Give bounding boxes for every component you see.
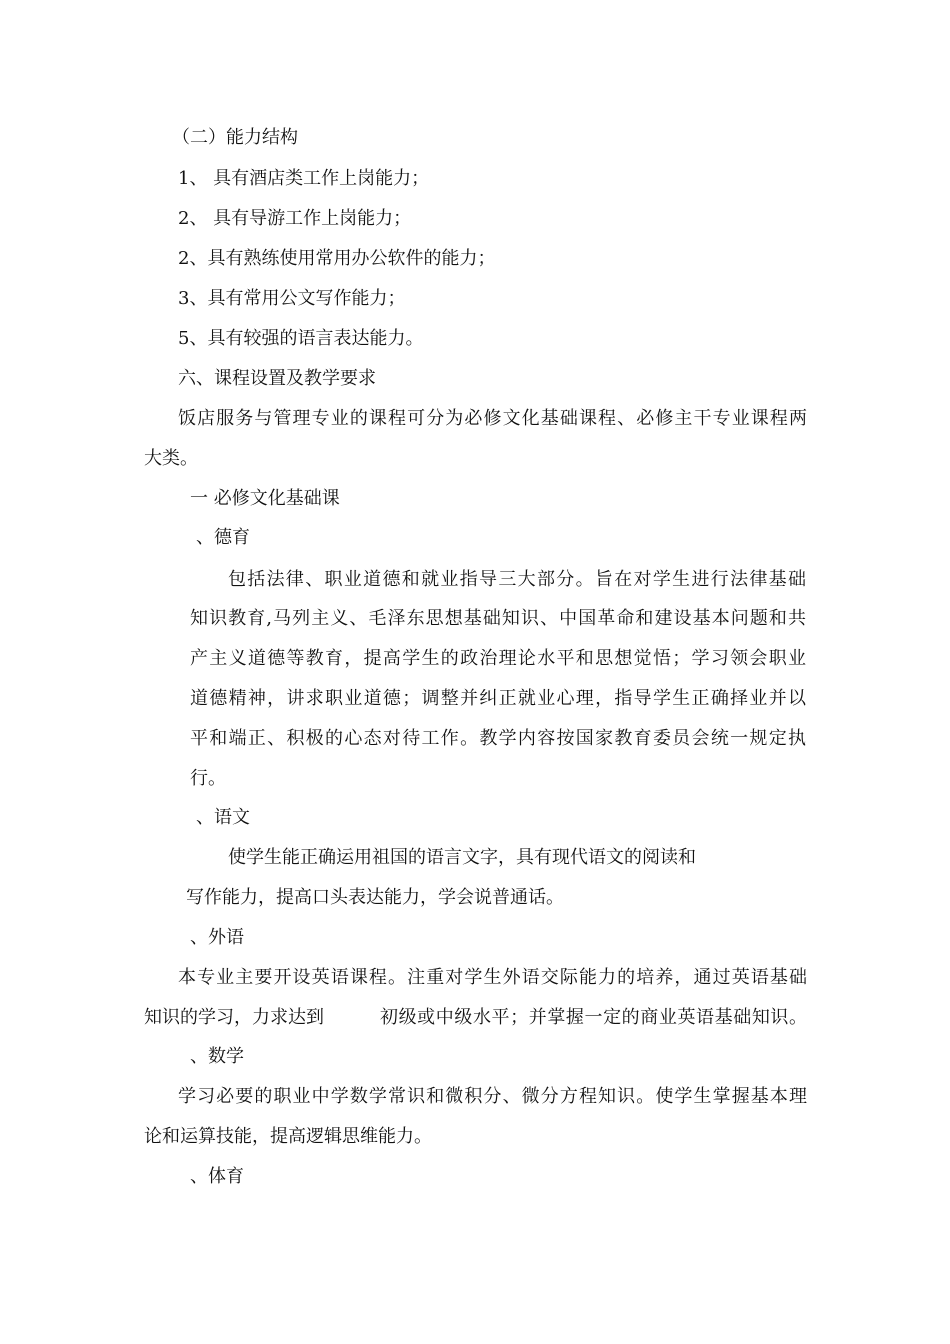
moral-education-heading: 、德育 (196, 527, 250, 548)
foreign-language-line: 知识的学习，力求达到 (144, 1007, 324, 1028)
ability-item: 2、 具有导游工作上岗能力； (178, 208, 412, 229)
moral-education-line: 行。 (190, 768, 226, 789)
moral-education-line: 包括法律、职业道德和就业指导三大部分。旨在对学生进行法律基础 (228, 569, 806, 590)
pe-heading: 、体育 (190, 1166, 244, 1187)
chinese-heading: 、语文 (196, 807, 250, 828)
subsection-one-heading: 一 必修文化基础课 (190, 488, 340, 509)
ability-item: 5、具有较强的语言表达能力。 (178, 328, 424, 349)
intro-paragraph-line: 大类。 (144, 448, 198, 469)
chinese-line: 使学生能正确运用祖国的语言文字，具有现代语文的阅读和 (228, 847, 696, 868)
ability-item: 3、具有常用公文写作能力； (178, 288, 406, 309)
intro-paragraph-line: 饭店服务与管理专业的课程可分为必修文化基础课程、必修主干专业课程两 (178, 408, 807, 429)
math-line: 学习必要的职业中学数学常识和微积分、微分方程知识。使学生掌握基本理 (178, 1086, 807, 1107)
ability-item: 2、具有熟练使用常用办公软件的能力； (178, 248, 496, 269)
moral-education-line: 道德精神，讲求职业道德；调整并纠正就业心理，指导学生正确择业并以 (190, 688, 806, 709)
foreign-language-line: 初级或中级水平；并掌握一定的商业英语基础知识。 (380, 1007, 807, 1028)
moral-education-line: 平和端正、积极的心态对待工作。教学内容按国家教育委员会统一规定执 (190, 728, 806, 749)
chinese-line: 写作能力，提高口头表达能力，学会说普通话。 (186, 887, 564, 908)
moral-education-line: 知识教育,马列主义、毛泽东思想基础知识、中国革命和建设基本问题和共 (190, 608, 806, 629)
ability-structure-heading: （二）能力结构 (172, 127, 298, 148)
math-heading: 、数学 (190, 1046, 244, 1067)
math-line: 论和运算技能，提高逻辑思维能力。 (144, 1126, 432, 1147)
section-six-heading: 六、课程设置及教学要求 (178, 368, 376, 389)
foreign-language-heading: 、外语 (190, 927, 244, 948)
foreign-language-line: 本专业主要开设英语课程。注重对学生外语交际能力的培养，通过英语基础 (178, 967, 807, 988)
ability-item: 1、 具有酒店类工作上岗能力； (178, 168, 430, 189)
moral-education-line: 产主义道德等教育，提高学生的政治理论水平和思想觉悟；学习领会职业 (190, 648, 806, 669)
